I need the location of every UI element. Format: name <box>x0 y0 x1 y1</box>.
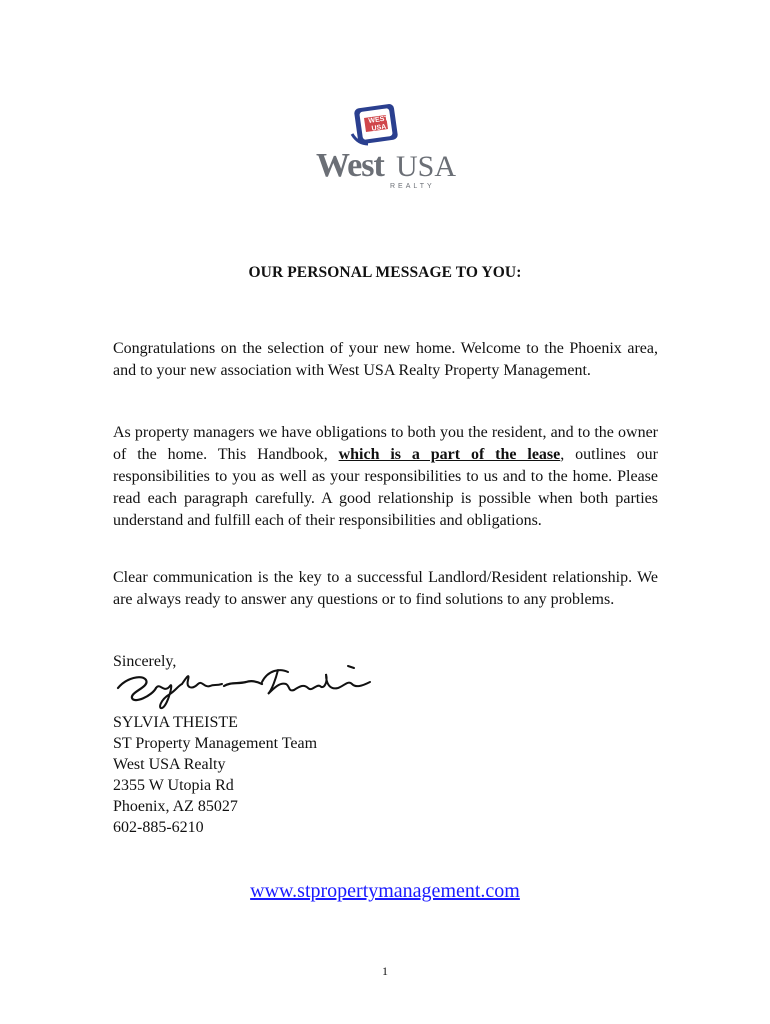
svg-text:USA: USA <box>371 123 387 133</box>
svg-text:WEST: WEST <box>368 115 390 125</box>
logo-wordmark-west: West <box>316 147 384 184</box>
paragraph-obligations-text-1: As property managers we have obligations to both you the resident, and to the owner of the home. This Handbook, <box>113 424 658 463</box>
logo-tagline: REALTY <box>390 183 435 190</box>
logo-badge-icon <box>352 104 398 145</box>
page-number: 1 <box>382 964 388 978</box>
logo-wordmark-usa: USA <box>396 150 457 183</box>
signer-company: West USA Realty <box>113 756 226 773</box>
paragraph-obligations-text-2: , outlines our responsibilities to you as well as your responsibilities to us and to the home. Please read each paragraph carefully. A good relationship is possible when both parties understand and fulfill each of their responsibilities and obligations. <box>113 446 659 529</box>
closing: Sincerely, <box>113 653 177 670</box>
paragraph-obligations <box>113 422 658 532</box>
website-link[interactable]: www.stpropertymanagement.com <box>250 880 520 902</box>
signer-phone: 602-885-6210 <box>113 819 204 836</box>
signer-name: SYLVIA THEISTE <box>113 714 238 731</box>
paragraph-communication: Clear communication is the key to a successful Landlord/Resident relationship. We are always ready to answer any questions or to find solutions to any problems. <box>113 569 658 608</box>
handwritten-signature <box>112 660 392 710</box>
paragraph-welcome: Congratulations on the selection of your new home. Welcome to the Phoenix area, and to your new association with West USA Realty Property Management. <box>113 340 658 379</box>
lease-emphasis: which is a part of the lease <box>338 446 561 463</box>
page-heading: OUR PERSONAL MESSAGE TO YOU: <box>248 264 522 281</box>
signer-street: 2355 W Utopia Rd <box>113 777 234 794</box>
west-usa-realty-logo <box>312 104 462 194</box>
signer-block <box>113 712 317 838</box>
signer-city: Phoenix, AZ 85027 <box>113 798 238 815</box>
signer-team: ST Property Management Team <box>113 735 318 752</box>
